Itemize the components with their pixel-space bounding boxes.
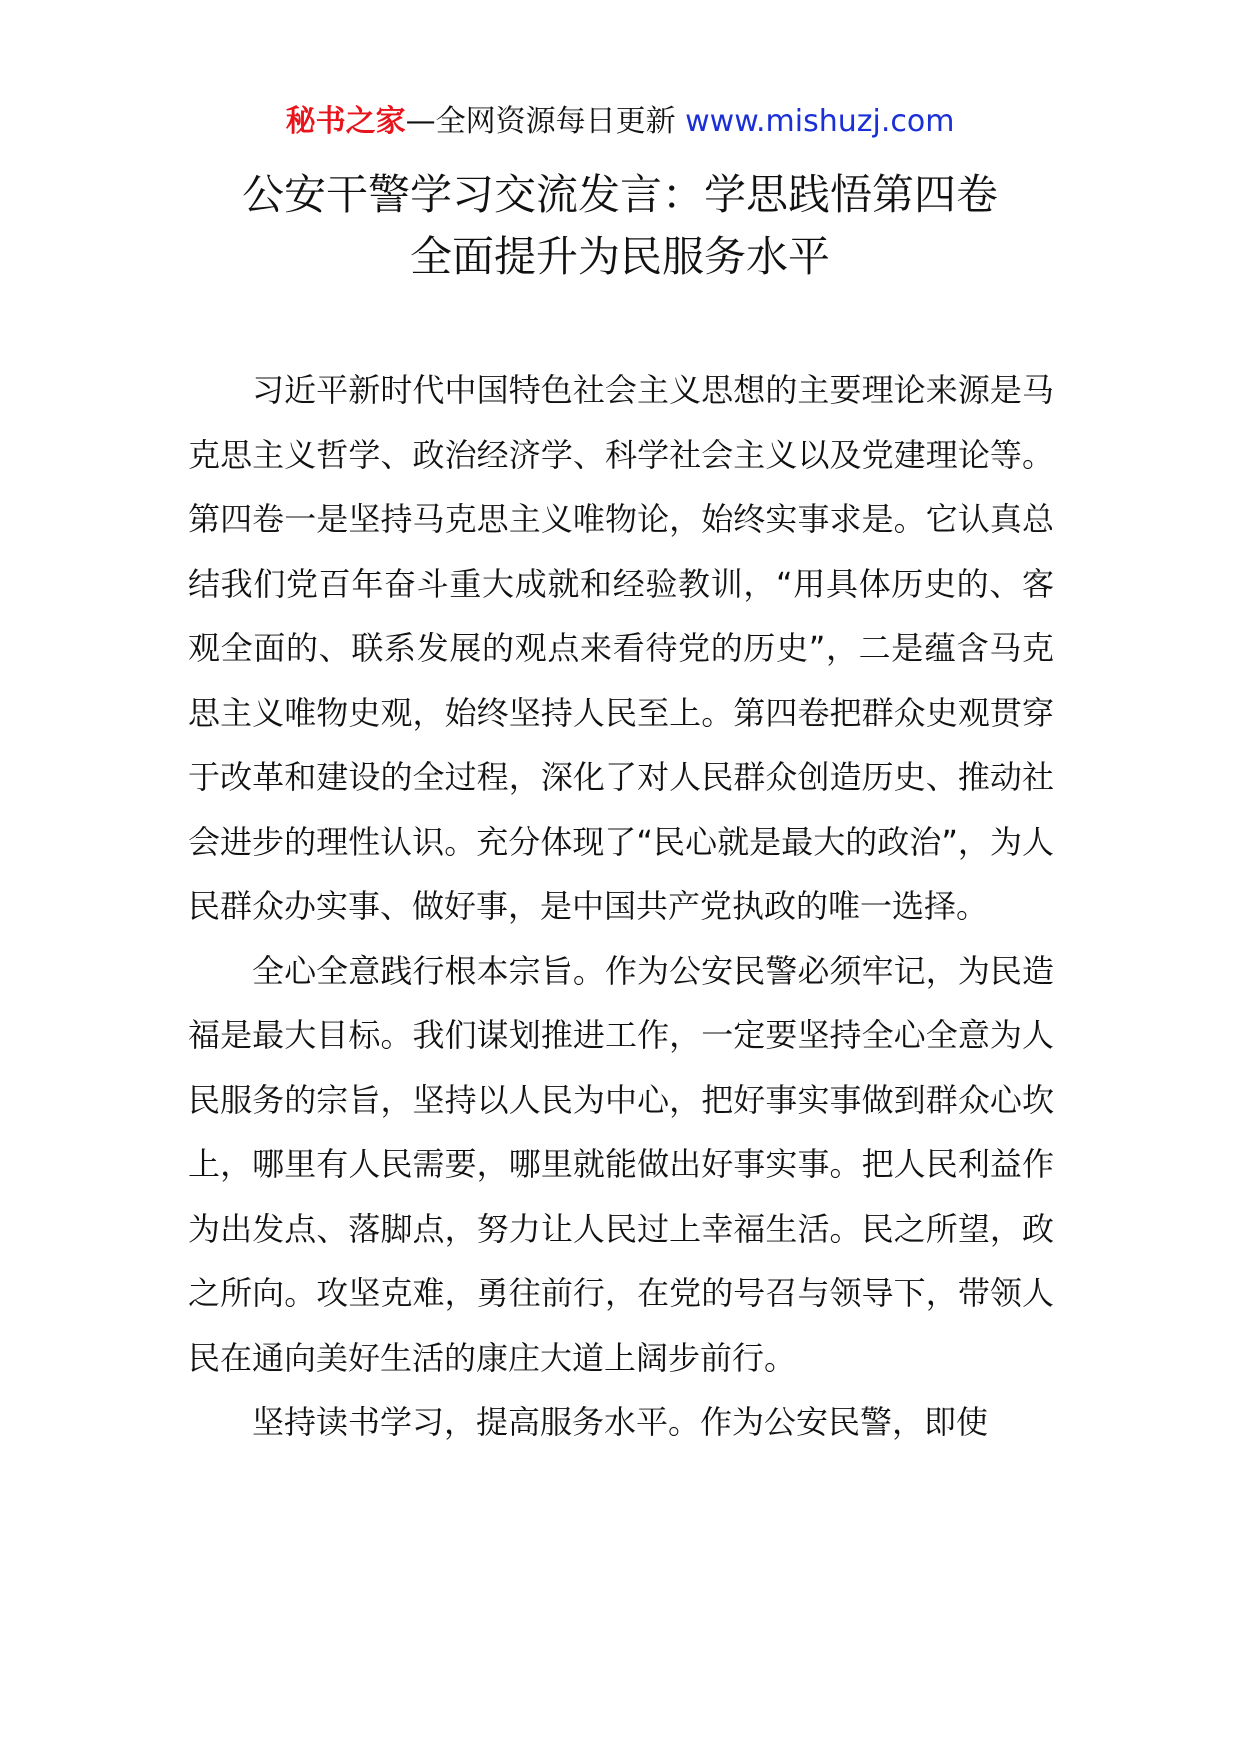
site-url-link[interactable]: www.mishuzj.com [685, 104, 955, 139]
site-header [0, 100, 1240, 144]
paragraph-1: 习近平新时代中国特色社会主义思想的主要理论来源是马克思主义哲学、政治经济学、科学社会主义以及党建理论等。第四卷一是坚持马克思主义唯物论，始终实事求是。它认真总结我们党百年奋斗重大成就和经验教训，“用具体历史的、客观全面的、联系发展的观点来看待党的历史”，二是蕴含马克思主义唯物史观，始终坚持人民至上。第四卷把群众史观贯穿于改革和建设的全过程，深化了对人民群众创造历史、推动社会进步的理性认识。充分体现了“民心就是最大的政治”，为人民群众办实事、做好事，是中国共产党执政的唯一选择。 [188, 371, 1054, 925]
title-line-1: 公安干警学习交流发言：学思践悟第四卷 [241, 170, 998, 219]
brand-name: 秘书之家 [285, 104, 406, 139]
title-line-2: 全面提升为民服务水平 [409, 232, 830, 281]
document-body [188, 358, 1054, 1455]
paragraph-2: 全心全意践行根本宗旨。作为公安民警必须牢记，为民造福是最大目标。我们谋划推进工作，一定要坚持全心全意为人民服务的宗旨，坚持以人民为中心，把好事实事做到群众心坎上，哪里有人民需要，哪里就能做出好事实事。把人民利益作为出发点、落脚点，努力让人民过上幸福生活。民之所望，政之所向。攻坚克难，勇往前行，在党的号召与领导下，带领人民在通向美好生活的康庄大道上阔步前行。 [188, 951, 1054, 1377]
document-title [0, 164, 1240, 288]
header-tagline: —全网资源每日更新 [405, 104, 686, 139]
paragraph-3: 坚持读书学习，提高服务水平。作为公安民警，即使 [252, 1403, 989, 1441]
